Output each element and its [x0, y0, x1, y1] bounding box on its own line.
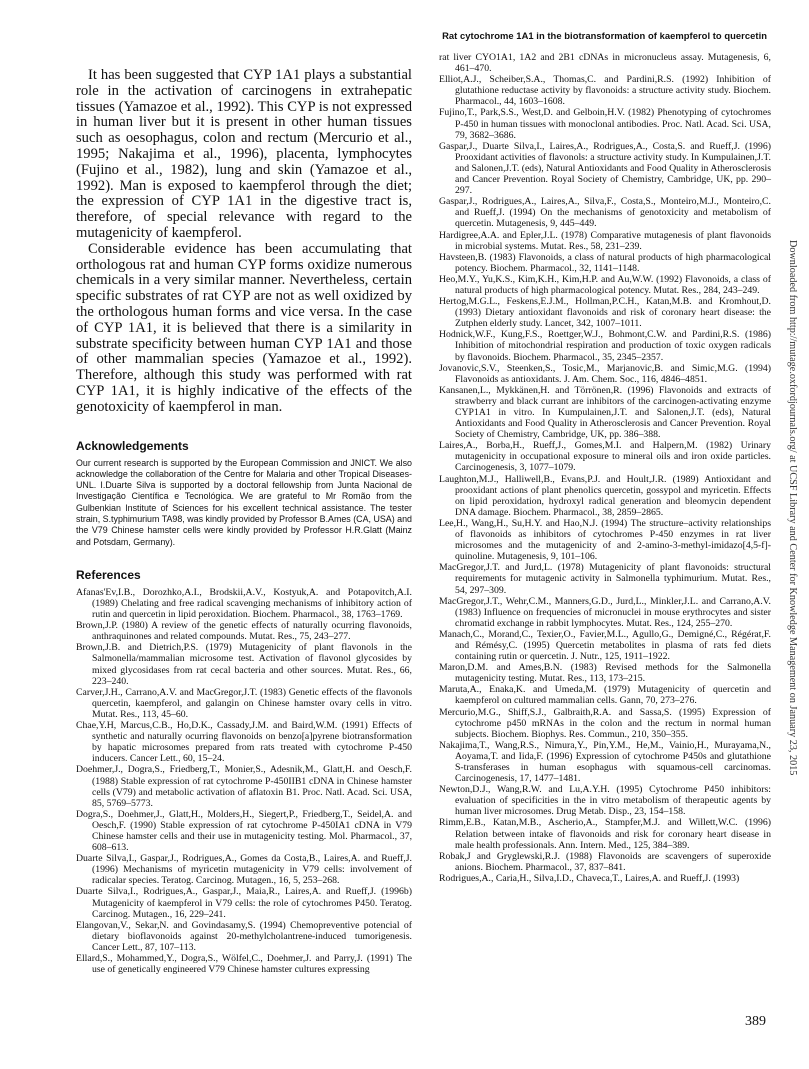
reference-item: Gaspar,J., Duarte Silva,I., Laires,A., Rodrigues,A., Costa,S. and Rueff,J. (1996) Prooxidant activities of flavonols: a structure activity study. In Kumpulainen,J.T. and Salonen,J.T. (eds), Natural Antioxidants and Food Quality in Atherosclerosis and Cancer Prevention. Royal Society of Chemistry, Cambridge, UK, pp. 290–297. — [439, 140, 771, 197]
reference-item: Laires,A., Borba,H., Rueff,J., Gomes,M.I. and Halpern,M. (1982) Urinary mutagenicity in occupational exposure to mineral oils and iron oxide particles. Carcinogenesis, 3, 1077–1079. — [439, 440, 771, 474]
reference-item: Robak,J and Gryglewski,R.J. (1988) Flavonoids are scavengers of superoxide anions. Biochem. Pharmacol., 37, 837–841. — [439, 850, 771, 873]
reference-item: Elangovan,V., Sekar,N. and Govindasamy,S. (1994) Chemopreventive potencial of dietary bioflavonoids against 20-methylcholantrene-induced tumorigenesis. Cancer Lett., 87, 107–113. — [76, 919, 412, 953]
reference-item: Chae,Y.H, Marcus,C.B., Ho,D.K., Cassady,J.M. and Baird,W.M. (1991) Effects of synthetic and naturally ocurring flavonoids on benzo[a]pyrene biotransformation by hapatic microsomes prepared from rats treated with cytochrome P-450 inducers. Cancer Lett., 60, 15–24. — [76, 720, 412, 765]
reference-item: Lee,H., Wang,H., Su,H.Y. and Hao,N.J. (1994) The structure–activity relationships of flavonoids as inhibitors of cytochromes P-450 enzymes in rat liver microsomes and the mutagenicity of and 2-amino-3-methyl-imidazo[4,5-f]-quinoline. Mutagenesis, 9, 101–106. — [439, 517, 771, 563]
reference-item: Afanas'Ev,I.B., Dorozhko,A.I., Brodskii,A.V., Kostyuk,A. and Potapovitch,A.I. (1989) Chelating and free radical scavenging mechanisms of inhibitory action of rutin and quercetin in lipid peroxidation. Biochem. Pharmacol., 38, 1763–1769. — [76, 586, 412, 621]
download-watermark: Downloaded from http://mutage.oxfordjournals.org/ at UCSF Library and Center for Knowledge Management on January 23, 2015 — [787, 240, 798, 776]
reference-item: Laughton,M.J., Halliwell,B., Evans,P.J. and Hoult,J.R. (1989) Antioxidant and prooxidant actions of plant phenolics quercetin, gossypol and myricetin. Effects on lipid peroxidation, hydroxyl radical generation and bleomycin dependent DNA damage. Biochem. Pharmacol., 38, 2859–2865. — [439, 473, 771, 518]
acknowledgements-text: Our current research is supported by the European Commission and JNICT. We also acknowledge the collaboration of the Centre for Malaria and other Tropical Diseases-UNL. I.Duarte Silva is supported by a doctoral fellowship from Junta Nacional de Investigação Científica e Tecnológica. We are grateful to Mr Romão from the Gulbenkian Institute of Sciences for his excellent technical assistance. The tester strain, S.typhimurium TA98, was kindly provided by Professor B.Ames (CA, USA) and the V79 Chinese hamster cells were kindly provided by Professor H.R.Glatt (Mainz and Potsdam, Germany). — [76, 457, 412, 547]
body-paragraph: Considerable evidence has been accumulating that orthologous rat and human CYP forms oxidize numerous chemicals in a very similar manner. Nevertheless, certain specific substrates of rat CYP are not as well oxidized by the orthologous human forms and vice versa. In the case of CYP 1A1, it is believed that there is a similarity in substrate specificity between human CYP 1A1 and those of other mammalian species (Yamazoe et al., 1992). Therefore, although this study was performed with rat CYP 1A1, it is highly indicative of the effects of the genotoxicity of kaempferol in man. — [76, 240, 412, 415]
reference-item: Maron,D.M. and Ames,B.N. (1983) Revised methods for the Salmonella mutagenicity testing. Mutat. Res., 113, 173–215. — [439, 662, 771, 685]
reference-item: Dogra,S., Doehmer,J., Glatt,H., Molders,H., Siegert,P., Friedberg,T., Seidel,A. and Oesch,F. (1990) Stable expression of rat cytochrome P-450IA1 cDNA in V79 Chinese hamster cells and their use in mutagenicity testing. Mol. Pharmacol., 37, 608–613. — [76, 808, 412, 854]
reference-item: Havsteen,B. (1983) Flavonoids, a class of natural products of high pharmacological potency. Biochem. Pharmacol., 32, 1141–1148. — [439, 251, 771, 274]
reference-item: Hardigree,A.A. and Epler,J.L. (1978) Comparative mutagenesis of plant flavonoids in microbial systems. Mutat. Res., 58, 231–239. — [439, 229, 771, 252]
reference-item: Rimm,E.B., Katan,M.B., Ascherio,A., Stampfer,M.J. and Willett,W.C. (1996) Relation between intake of flavonoids and risk for coronary heart disease in male health professionals. Ann. Intern. Med., 125, 384–389. — [439, 817, 771, 851]
right-column — [439, 24, 771, 884]
reference-item: Jovanovic,S.V., Steenken,S., Tosic,M., Marjanovic,B. and Simic,M.G. (1994) Flavonoids as antioxidants. J. Am. Chem. Soc., 116, 4846–4851. — [439, 362, 771, 385]
reference-item: Duarte Silva,I., Gaspar,J., Rodrigues,A., Gomes da Costa,B., Laires,A. and Rueff,J. (1996) Mechanisms of myricetin mutagenicity in V79 cells: involvement of radicalar species. Teratog. Carcinog. Mutagen., 16, 5, 253–268. — [76, 853, 412, 887]
reference-item: Nakajima,T., Wang,R.S., Nimura,Y., Pin,Y.M., He,M., Vainio,H., Murayama,N., Aoyama,T. and Iida,F. (1996) Expression of cytochrome P450s and glutathione S-transferases in human esophagus with squamous-cell carcinomas. Carcinogenesis, 17, 1477–1481. — [439, 739, 771, 785]
reference-item: Ellard,S., Mohammed,Y., Dogra,S., Wölfel,C., Doehmer,J. and Parry,J. (1991) The use of genetically engineered V79 Chinese hamster cultures expressing — [76, 953, 412, 976]
reference-item: Elliot,A.J., Scheiber,S.A., Thomas,C. and Pardini,R.S. (1992) Inhibition of glutathione reductase activity by flavonoids: a structure activity study. Biochem. Pharmacol., 44, 1603–1608. — [439, 74, 771, 108]
references-list-right — [439, 52, 771, 884]
reference-item: Manach,C., Morand,C., Texier,O., Favier,M.L., Agullo,G., Demigné,C., Régérat,F. and Rémésy,C. (1995) Quercetin metabolites in plasma of rats fed diets containing rutin or quercetin. J. Nutr., 125, 1911–1922. — [439, 628, 771, 663]
reference-item: Maruta,A., Enaka,K. and Umeda,M. (1979) Mutagenicity of quercetin and kaempferol on cultured mammalian cells. Gann, 70, 273–276. — [439, 684, 771, 707]
body-paragraph: It has been suggested that CYP 1A1 plays a substantial role in the activation of carcinogens in extrahepatic tissues (Yamazoe et al., 1992). This CYP is not expressed in human liver but it is present in other human tissues such as oesophagus, colon and rectum (Mercurio et al., 1995; Nakajima et al., 1996), placenta, lymphocytes (Fujino et al., 1982), lung and skin (Yamazoe et al., 1992). Man is exposed to kaempferol through the diet; the expression of CYP 1A1 in the digestive tract is, therefore, of special relevance with regard to the mutagenicity of kaempferol. — [76, 67, 412, 241]
reference-item: Gaspar,J., Rodrigues,A., Laires,A., Silva,F., Costa,S., Monteiro,M.J., Monteiro,C. and Rueff,J. (1994) On the mechanisms of genotoxicity and metabolism of quercetin. Mutagenesis, 9, 445–449. — [439, 196, 771, 230]
reference-item: Duarte Silva,I., Rodrigues,A., Gaspar,J., Maia,R., Laires,A. and Rueff,J. (1996b) Mutagenicity of kaempferol in V79 cells: the role of cytochromes P450. Teratog. Carcinog. Mutagen., 16, 229–241. — [76, 886, 412, 920]
references-heading: References — [76, 567, 141, 582]
reference-item: Kansanen,L., Mykkänen,H. and Törrönen,R. (1996) Flavonoids and extracts of strawberry and black currant are inhibitors of the carcinogen-activating enzyme CYP1A1 in vitro. In Kumpulainen,J.T. and Salonen,J.T. (eds), Natural Antioxidants and Food Quality in Atherosclerosis and Cancer Prevention. Royal Society of Chemistry, Cambridge, UK, pp. 386–388. — [439, 384, 771, 441]
reference-item: Brown,J.B. and Dietrich,P.S. (1979) Mutagenicity of plant flavonols in the Salmonella/mammalian microsome test. Activation of flavonol glycosides by mixed glycosidases from rat cecal bacteria and other sources. Mutat. Res., 66, 223–240. — [76, 642, 412, 687]
running-head: Rat cytochrome 1A1 in the biotransformation of kaempferol to quercetin — [442, 30, 767, 41]
reference-item: Newton,D.J., Wang,R.W. and Lu,A.Y.H. (1995) Cytochrome P450 inhibitors: evaluation of specificities in the in vitro metabolism of therapeutic agents by human liver microsomes. Drug Metab. Disp., 23, 154–158. — [439, 784, 771, 818]
page-number: 389 — [745, 1014, 766, 1029]
reference-item: Doehmer,J., Dogra,S., Friedberg,T., Monier,S., Adesnik,M., Glatt,H. and Oesch,F. (1988) Stable expression of rat cytochrome P-450IIB1 cDNA in Chinese hamster cells (V79) and metabolic activation of aflatoxin B1. Proc. Natl. Acad. Sci. USA, 85, 5769–5773. — [76, 764, 412, 809]
references-list-left — [76, 587, 412, 975]
reference-item: Heo,M.Y., Yu,K.S., Kim,K.H., Kim,H.P. and Au,W.W. (1992) Flavonoids, a class of natural products of high pharmacological potency. Mutat. Res., 284, 243–249. — [439, 273, 771, 296]
reference-item: Rodrigues,A., Caria,H., Silva,I.D., Chaveca,T., Laires,A. and Rueff,J. (1993) — [439, 872, 740, 884]
reference-item: rat liver CYO1A1, 1A2 and 2B1 cDNAs in micronucleus assay. Mutagenesis, 6, 461–470. — [439, 52, 771, 75]
reference-item: MacGregor,J.T., Wehr,C.M., Manners,G.D., Jurd,L., Minkler,J.L. and Carrano,A.V. (1983) Influence on frequencies of micronuclei in mouse erythrocytes and sister chromatid exchange in rabbit lymphocytes. Mutat. Res., 124, 255–270. — [439, 595, 771, 629]
reference-item: Fujino,T., Park,S.S., West,D. and Gelboin,H.V. (1982) Phenotyping of cytochromes P-450 in human tissues with monoclonal antibodies. Proc. Natl. Acad. Sci. USA, 79, 3682–3686. — [439, 107, 771, 141]
reference-item: Hertog,M.G.L., Feskens,E.J.M., Hollman,P.C.H., Katan,M.B. and Kromhout,D. (1993) Dietary antioxidant flavonoids and risk of coronary heart disease: the Zutphen elderly study. Lancet, 342, 1007–1011. — [439, 296, 771, 330]
reference-item: Brown,J.P. (1980) A review of the genetic effects of naturally ocurring flavonoids, anthraquinones and related compounds. Mutat. Res., 75, 243–277. — [76, 620, 412, 643]
acknowledgements-heading: Acknowledgements — [76, 438, 189, 453]
reference-item: Mercurio,M.G., Shiff,S.J., Galbraith,R.A. and Sassa,S. (1995) Expression of cytochrome p450 mRNAs in the colon and the rectum in normal human subjects. Biochem. Biophys. Res. Commun., 210, 350–355. — [439, 706, 771, 740]
left-column — [76, 55, 412, 975]
reference-item: MacGregor,J.T. and Jurd,L. (1978) Mutagenicity of plant flavonoids: structural requirements for mutagenic activity in Salmonella typhimurium. Mutat. Res., 54, 297–309. — [439, 562, 771, 596]
reference-item: Carver,J.H., Carrano,A.V. and MacGregor,J.T. (1983) Genetic effects of the flavonols quercetin, kaempferol, and galangin on Chinese hamster ovary cells in vitro. Mutat. Res., 113, 45–60. — [76, 686, 412, 720]
reference-item: Hodnick,W.F., Kung,F.S., Roettger,W.J., Bohmont,C.W. and Pardini,R.S. (1986) Inhibition of mitochondrial respiration and production of toxic oxygen radicals by flavonoids. Biochem. Pharmacol., 35, 2345–2357. — [439, 329, 771, 363]
